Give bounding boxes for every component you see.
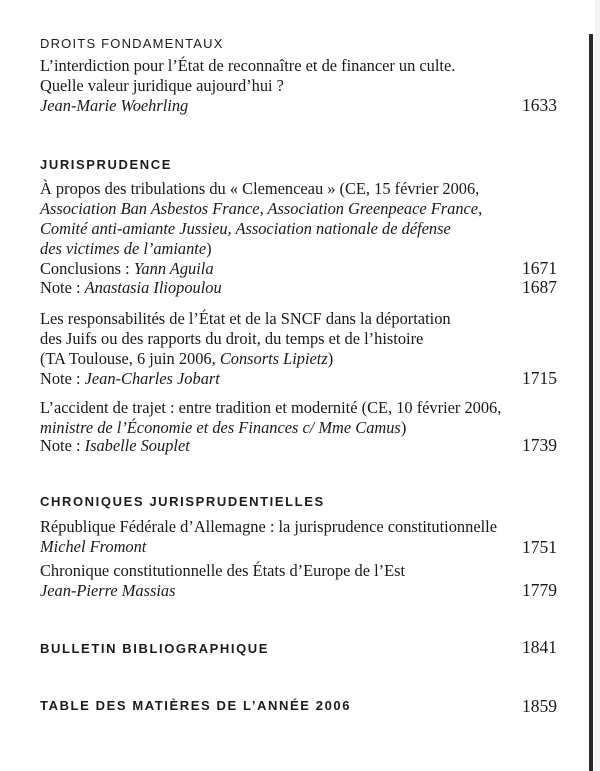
- page-number: 1633: [522, 95, 557, 115]
- note-label: Note :: [40, 278, 85, 297]
- note-line: [40, 436, 190, 455]
- entry-author: Jean-Marie Woehrling: [40, 96, 189, 115]
- entry-author: Michel Fromont: [40, 537, 147, 556]
- note-line: [40, 369, 220, 388]
- note-label: Note :: [40, 436, 85, 455]
- entry-author: Isabelle Souplet: [84, 436, 190, 455]
- section-heading-bulletin: BULLETIN BIBLIOGRAPHIQUE: [40, 641, 270, 656]
- entry-title-line: Chronique constitutionnelle des États d’Europe de l’Est: [40, 561, 406, 580]
- page-number: 1859: [522, 696, 557, 716]
- page-number: 1779: [522, 580, 557, 600]
- page-edge-margin: [595, 0, 600, 771]
- page-number: 1751: [522, 537, 557, 557]
- entry-text: (TA Toulouse, 6 juin 2006,: [40, 349, 220, 368]
- page-number: 1671: [522, 258, 557, 278]
- page-number: 1687: [522, 277, 557, 297]
- entry-italic-text: ministre de l’Économie et des Finances c/ Mme Camus: [40, 418, 401, 437]
- entry-title-line: L’interdiction pour l’État de reconnaître et de financer un culte.: [40, 56, 456, 75]
- entry-title-line: [40, 239, 212, 258]
- page-edge-shadow: [589, 34, 593, 771]
- entry-title-line: Quelle valeur juridique aujourd’hui ?: [40, 76, 284, 95]
- entry-text: ): [400, 418, 407, 437]
- page-number: 1739: [522, 435, 557, 455]
- entry-title-line: À propos des tribulations du « Clemenceau » (CE, 15 février 2006,: [40, 179, 480, 198]
- note-line: [40, 278, 222, 297]
- section-heading-jurisprudence: JURISPRUDENCE: [40, 157, 173, 172]
- page-number: 1841: [522, 637, 557, 657]
- section-heading-droits: DROITS FONDAMENTAUX: [40, 36, 224, 51]
- entry-title-line: Comité anti-amiante Jussieu, Association nationale de défense: [40, 219, 451, 238]
- entry-italic-text: des victimes de l’amiante: [40, 239, 207, 258]
- entry-title-line: L’accident de trajet : entre tradition et modernité (CE, 10 février 2006,: [40, 398, 502, 417]
- entry-author: Anastasia Iliopoulou: [84, 278, 222, 297]
- entry-title-line: Association Ban Asbestos France, Association Greenpeace France,: [40, 199, 483, 218]
- page-number: 1715: [522, 368, 557, 388]
- entry-italic-text: Consorts Lipietz: [219, 349, 328, 368]
- entry-author: Jean-Pierre Massias: [40, 581, 176, 600]
- entry-title-line: Les responsabilités de l’État et de la SNCF dans la déportation: [40, 309, 451, 328]
- entry-author: Jean-Charles Jobart: [84, 369, 220, 388]
- section-heading-chroniques: CHRONIQUES JURISPRUDENTIELLES: [40, 494, 325, 509]
- conclusions-line: [40, 259, 214, 278]
- entry-text: ): [327, 349, 334, 368]
- section-heading-table: TABLE DES MATIÈRES DE L’ANNÉE 2006: [40, 698, 352, 713]
- entry-title-line: [40, 418, 406, 437]
- entry-title-line: des Juifs ou des rapports du droit, du temps et de l’histoire: [40, 329, 424, 348]
- entry-author: Yann Aguila: [133, 259, 214, 278]
- entry-text: ): [206, 239, 212, 258]
- entry-title-line: République Fédérale d’Allemagne : la jurisprudence constitutionnelle: [40, 517, 497, 536]
- conclusions-label: Conclusions :: [40, 259, 134, 278]
- entry-title-line: [40, 349, 333, 368]
- note-label: Note :: [40, 369, 85, 388]
